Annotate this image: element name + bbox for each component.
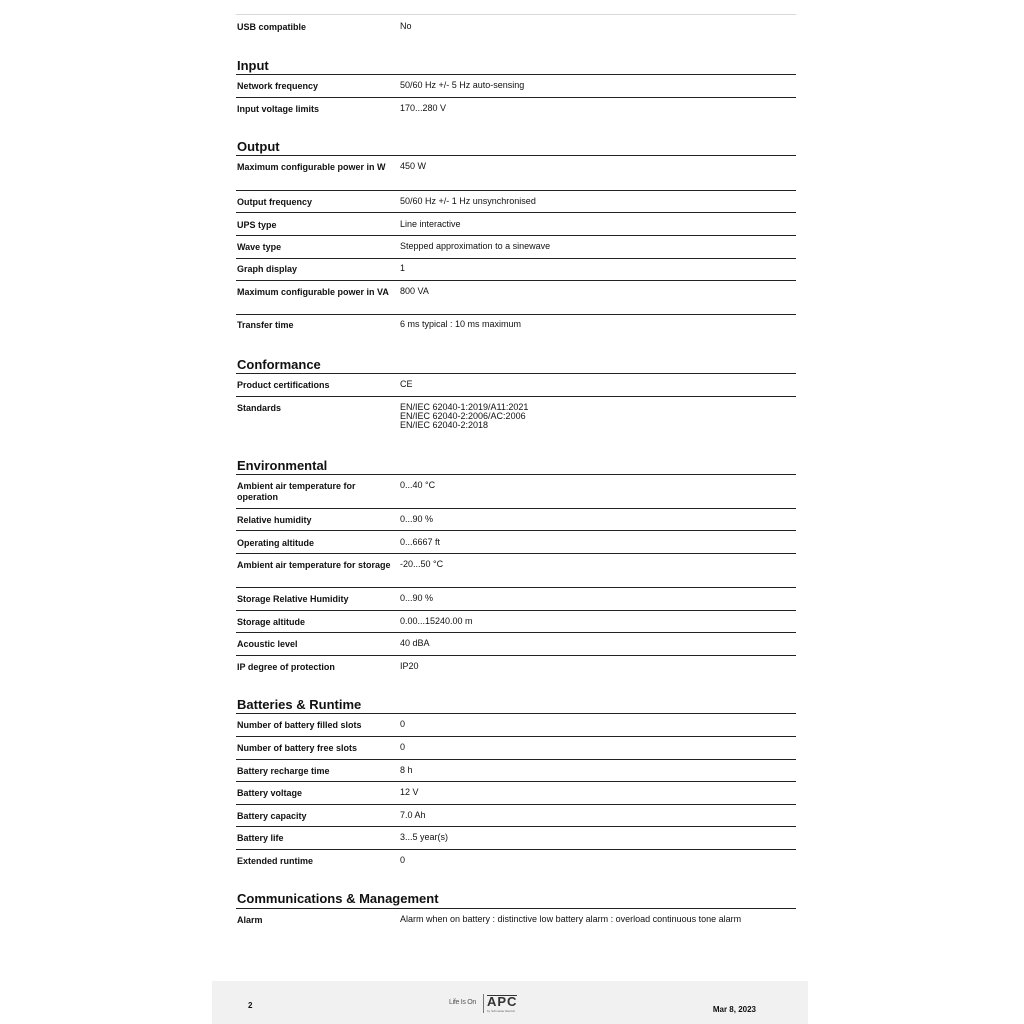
spec-value [400, 856, 795, 865]
row-divider [236, 396, 796, 397]
spec-label: Ambient air temperature for storage [237, 560, 391, 570]
spec-value [400, 380, 795, 389]
row-divider [236, 804, 796, 805]
spec-label: Graph display [237, 264, 298, 274]
spec-value [400, 811, 795, 820]
spec-value [400, 538, 795, 547]
spec-value [400, 515, 795, 524]
spec-label: UPS type [237, 220, 277, 230]
row-divider [236, 508, 796, 509]
spec-value [400, 242, 795, 251]
spec-value-line: EN/IEC 62040-2:2018 [400, 420, 489, 430]
spec-label: IP degree of protection [237, 662, 335, 672]
row-divider [236, 212, 796, 213]
spec-value [400, 220, 795, 229]
spec-value-line: IP20 [400, 661, 419, 671]
section-divider [236, 155, 796, 156]
spec-value [400, 560, 795, 569]
spec-value-line: 0...40 °C [400, 480, 436, 490]
spec-label: Wave type [237, 242, 282, 252]
top-divider [236, 14, 796, 15]
spec-value [400, 481, 795, 490]
row-divider [236, 632, 796, 633]
row-divider [236, 610, 796, 611]
spec-value [400, 287, 795, 296]
spec-value-line: 0 [400, 855, 406, 865]
section-title: Output [237, 139, 280, 154]
row-divider [236, 849, 796, 850]
spec-value [400, 915, 795, 924]
spec-value-line: EN/IEC 62040-2:2006/AC:2006 [400, 411, 526, 421]
spec-value [400, 264, 795, 273]
spec-value-line: 0...90 % [400, 514, 434, 524]
section-title: Environmental [237, 458, 328, 473]
row-divider [236, 781, 796, 782]
spec-label: Battery life [237, 833, 284, 843]
spec-value-line: 50/60 Hz +/- 5 Hz auto-sensing [400, 80, 525, 90]
section-divider [236, 474, 796, 475]
spec-label: Transfer time [237, 320, 294, 330]
apc-brand: APC [487, 994, 518, 1009]
spec-value-line: 7.0 Ah [400, 810, 426, 820]
section-title: Communications & Management [237, 891, 439, 906]
spec-value-line: 0...6667 ft [400, 537, 441, 547]
spec-value-line: No [400, 21, 412, 31]
spec-value-line: CE [400, 379, 413, 389]
spec-label: Number of battery filled slots [237, 720, 362, 730]
spec-value-line: 800 VA [400, 286, 429, 296]
spec-value [400, 766, 795, 775]
spec-label: Alarm [237, 915, 263, 925]
spec-label: Product certifications [237, 380, 330, 390]
spec-label: Ambient air temperature for operation [237, 481, 356, 502]
row-divider [236, 736, 796, 737]
page-footer [212, 981, 808, 1024]
section-divider [236, 908, 796, 909]
section-title: Input [237, 58, 269, 73]
row-divider [236, 655, 796, 656]
spec-value [400, 662, 795, 671]
spec-label: Battery capacity [237, 811, 307, 821]
spec-value-line: Line interactive [400, 219, 461, 229]
row-divider [236, 280, 796, 281]
spec-value [400, 788, 795, 797]
spec-value-line: 3...5 year(s) [400, 832, 449, 842]
spec-label: Output frequency [237, 197, 313, 207]
spec-value-line: Alarm when on battery : distinctive low battery alarm : overload continuous tone alarm [400, 914, 742, 924]
spec-label: Acoustic level [237, 639, 298, 649]
spec-value [400, 81, 795, 90]
section-divider [236, 74, 796, 75]
spec-label: Battery recharge time [237, 766, 330, 776]
spec-value-line: 12 V [400, 787, 419, 797]
spec-label: Extended runtime [237, 856, 314, 866]
spec-value-line: 0 [400, 742, 406, 752]
apc-logo [449, 994, 519, 1016]
spec-value [400, 594, 795, 603]
spec-label: Operating altitude [237, 538, 315, 548]
spec-value-line: 0...90 % [400, 593, 434, 603]
row-divider [236, 553, 796, 554]
spec-value [400, 833, 795, 842]
spec-label: Storage Relative Humidity [237, 594, 349, 604]
spec-value [400, 320, 795, 329]
spec-value [400, 639, 795, 648]
spec-value-line: 1 [400, 263, 406, 273]
spec-value-line: Stepped approximation to a sinewave [400, 241, 551, 251]
spec-value-line: 50/60 Hz +/- 1 Hz unsynchronised [400, 196, 536, 206]
spec-label: Storage altitude [237, 617, 306, 627]
spec-label: Network frequency [237, 81, 319, 91]
spec-value [400, 162, 795, 171]
spec-label: USB compatible [237, 22, 307, 32]
page-number: 2 [248, 1001, 253, 1010]
section-title: Conformance [237, 357, 321, 372]
row-divider [236, 97, 796, 98]
row-divider [236, 587, 796, 588]
spec-label: Battery voltage [237, 788, 303, 798]
spec-label: Standards [237, 403, 282, 413]
spec-value-line: 6 ms typical : 10 ms maximum [400, 319, 522, 329]
apc-brand-sub: by Schneider Electric [487, 1009, 516, 1013]
section-divider [236, 373, 796, 374]
row-divider [236, 759, 796, 760]
spec-label: Number of battery free slots [237, 743, 358, 753]
spec-value [400, 22, 795, 31]
spec-value-line: 0 [400, 719, 406, 729]
spec-value-line: 450 W [400, 161, 427, 171]
row-divider [236, 314, 796, 315]
spec-label: Maximum configurable power in W [237, 162, 386, 172]
spec-value [400, 617, 795, 626]
row-divider [236, 235, 796, 236]
spec-value-line: 40 dBA [400, 638, 430, 648]
logo-separator [483, 994, 484, 1013]
spec-value [400, 720, 795, 729]
section-title: Batteries & Runtime [237, 697, 362, 712]
row-divider [236, 826, 796, 827]
spec-label: Relative humidity [237, 515, 312, 525]
spec-value [400, 743, 795, 752]
spec-label: Input voltage limits [237, 104, 320, 114]
footer-date: Mar 8, 2023 [712, 1005, 756, 1014]
row-divider [236, 258, 796, 259]
spec-value-line: 8 h [400, 765, 413, 775]
spec-value [400, 403, 795, 430]
spec-label: Maximum configurable power in VA [237, 287, 389, 297]
life-is-on-tagline: Life Is On [449, 999, 476, 1006]
section-divider [236, 713, 796, 714]
row-divider [236, 190, 796, 191]
spec-value [400, 104, 795, 113]
spec-value [400, 197, 795, 206]
spec-value-line: EN/IEC 62040-1:2019/A11:2021 [400, 402, 529, 412]
row-divider [236, 530, 796, 531]
spec-value-line: 0.00...15240.00 m [400, 616, 473, 626]
spec-value-line: -20...50 °C [400, 559, 444, 569]
spec-value-line: 170...280 V [400, 103, 447, 113]
